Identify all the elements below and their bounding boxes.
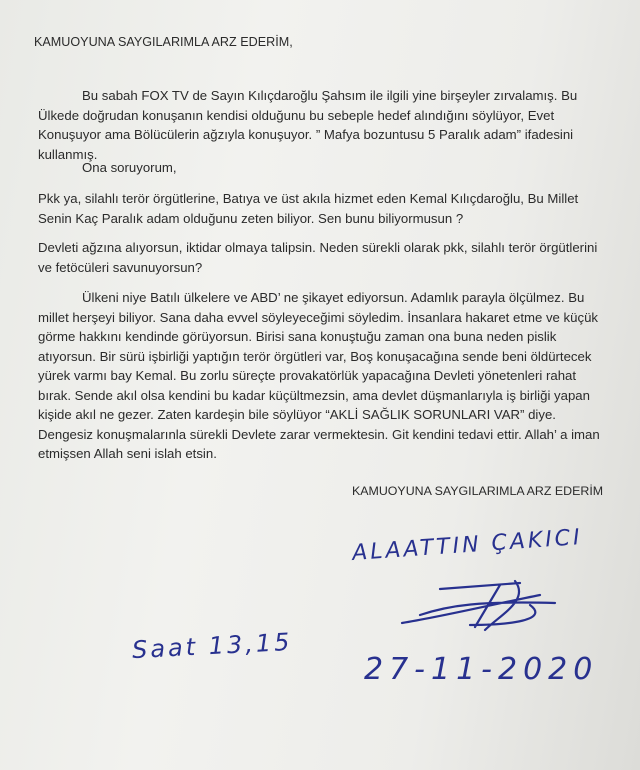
handwritten-time: Saat 13,15	[131, 627, 294, 665]
paragraph-1: Bu sabah FOX TV de Sayın Kılıçdaroğlu Şahsım ile ilgili yine birşeyler zırvalamış. Bu Ülkede doğrudan konuşanın kendisi olduğunu bu sebeple hedef alındığını söylüyor, Evet Konuşuyor ama Bölücülerin ağzıyla konuşuyor. ” Mafya bozuntusu 5 Paralık adam” ifadesini kullanmış.	[38, 88, 578, 162]
paragraph-4: Devleti ağzına alıyorsun, iktidar olmaya talipsin. Neden sürekli olarak pkk, silahlı terör örgütlerini ve fetöcüleri savunuyorsun?	[38, 240, 598, 275]
paragraph-3: Pkk ya, silahlı terör örgütlerine, Batıya ve üst akıla hizmet eden Kemal Kılıçdaroğlu, Bu Millet Senin Kaç Paralık adam olduğunu zeten biliyor. Sen bunu biliyormusun ?	[38, 191, 579, 226]
signature-image	[380, 575, 580, 635]
handwritten-name: ALAATTIN ÇAKICI	[351, 524, 584, 567]
closing-salutation: KAMUOYUNA SAYGILARIMLA ARZ EDERİM	[352, 484, 604, 498]
handwritten-date: 27-11-2020	[364, 652, 599, 687]
paragraph-2: Ona soruyorum,	[82, 160, 177, 175]
paragraph-5: Ülkeni niye Batılı ülkelere ve ABD’ ne şikayet ediyorsun. Adamlık parayla ölçülmez. Bu millet herşeyi biliyor. Sana daha evvel söyleyeceğimi söyledim. İnsanlara hakaret etme ve küçük görme hakkını kendinde görüyorsun. Birisi sana konuştuğu zaman ona buna neden pislik atıyorsun. Bir sürü işbirliği yaptığın terör örgütleri var, Boş konuşacağına sende beni öldürtecek yürek varmı bay Kemal. Bu zorlu süreçte provakatörlük yapacağına Devleti yönetenleri rahat bırak. Sende akıl olsa kendini bu kadar küçültmezsin, ama devlet düşmanlarıyla iş birliği yapan kişide akıl ne gezer. Zaten kardeşin bile söylüyor “AKLİ SAĞLIK SORUNLARI VAR” diye. Dengesiz konuşmalarınla sürekli Devlete zarar vermektesin. Git kendini tedavi ettir. Allah’ a iman etmişsen Allah seni islah etsin.	[38, 290, 600, 461]
opening-salutation: KAMUOYUNA SAYGILARIMLA ARZ EDERİM,	[34, 35, 293, 49]
